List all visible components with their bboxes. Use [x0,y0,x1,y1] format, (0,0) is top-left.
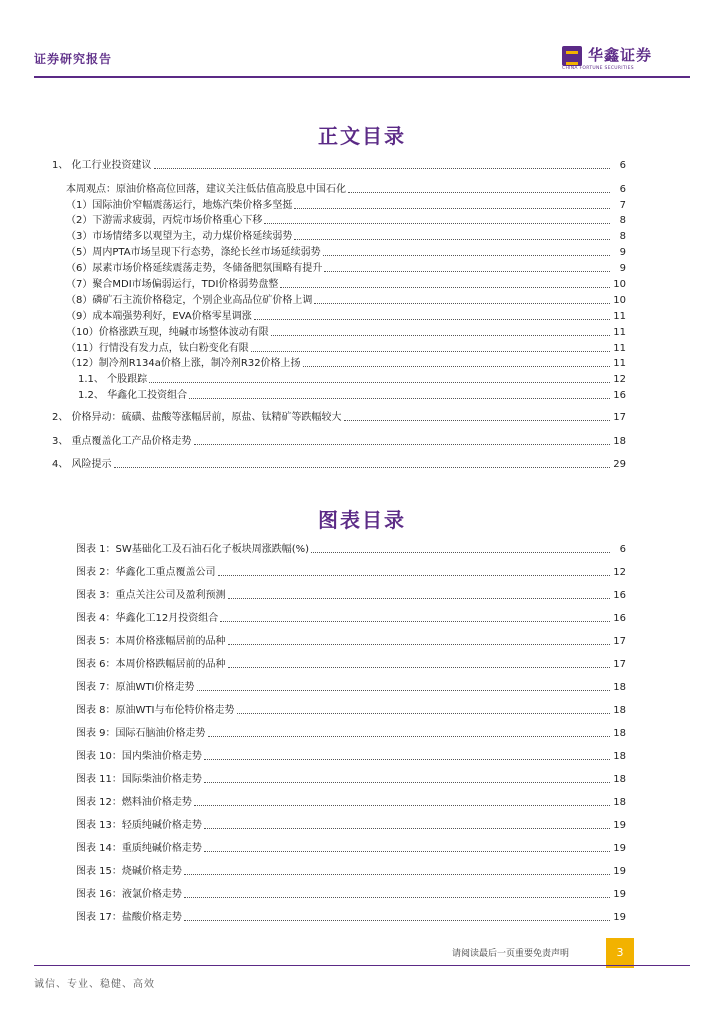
toc-entry-page: 11 [613,327,626,338]
figure-entry-page: 18 [613,705,626,716]
figure-toc-entry[interactable] [76,728,626,740]
toc-dot-leader [149,382,610,383]
toc-entry-page: 11 [613,343,626,354]
toc-entry-text: （7）聚合MDI市场偏弱运行，TDI价格弱势盘整 [66,279,279,290]
figure-dot-leader [218,575,610,576]
main-toc-entry[interactable] [66,184,626,196]
logo-icon [562,46,582,66]
toc-entry-text: 1、 化工行业投资建议 [52,160,152,171]
figure-entry-page: 18 [613,774,626,785]
figure-dot-leader [220,621,610,622]
figure-dot-leader [184,920,610,921]
toc-entry-text: （3）市场情绪多以观望为主，动力煤价格延续弱势 [66,231,293,242]
figure-toc-entry[interactable] [76,889,626,901]
figure-toc-entry[interactable] [76,544,626,556]
figure-dot-leader [228,644,610,645]
toc-entry-page: 7 [619,200,626,211]
figure-entry-text: 图表 9：国际石脑油价格走势 [76,728,206,739]
figure-toc-entry[interactable] [76,866,626,878]
figure-entry-text: 图表 3：重点关注公司及盈利预测 [76,590,226,601]
figure-entry-page: 19 [613,866,626,877]
footer-divider [34,965,690,966]
toc-entry-text: 1.1、 个股跟踪 [78,374,148,385]
toc-dot-leader [189,398,610,399]
main-toc-entry[interactable] [66,358,626,370]
figure-entry-text: 图表 1：SW基础化工及石油石化子板块周涨跌幅(%) [76,544,310,555]
toc-entry-text: 4、 风险提示 [52,459,112,470]
main-toc-entry[interactable] [52,160,626,172]
toc-entry-text: 本周观点：原油价格高位回落，建议关注低估值高股息中国石化 [66,184,346,195]
toc-entry-text: （10）价格涨跌互现，纯碱市场整体波动有限 [66,327,269,338]
toc-entry-page: 11 [613,311,626,322]
figure-entry-text: 图表 5：本周价格涨幅居前的品种 [76,636,226,647]
figure-toc-entry[interactable] [76,843,626,855]
toc-entry-text: 3、 重点覆盖化工产品价格走势 [52,436,192,447]
figure-entry-text: 图表 7：原油WTI价格走势 [76,682,195,693]
figure-entry-text: 图表 12：燃料油价格走势 [76,797,192,808]
toc-dot-leader [264,223,610,224]
header-label: 证券研究报告 [34,52,113,66]
figure-dot-leader [208,736,610,737]
main-toc-entry[interactable] [66,295,626,307]
figure-toc-entry[interactable] [76,774,626,786]
main-toc-entry[interactable] [78,374,626,386]
main-toc-entry[interactable] [66,327,626,339]
toc-entry-text: （2）下游需求疲弱，丙烷市场价格重心下移 [66,215,263,226]
figure-toc-entry[interactable] [76,705,626,717]
toc-entry-text: （6）尿素市场价格延续震荡走势，冬储备肥氛围略有提升 [66,263,323,274]
main-toc-entry[interactable] [52,459,626,471]
figure-toc-entry[interactable] [76,912,626,924]
figure-dot-leader [237,713,611,714]
figure-toc-title: 图表目录 [318,508,406,532]
figure-dot-leader [204,759,610,760]
disclaimer-text: 请阅读最后一页重要免责声明 [452,949,570,959]
logo-text-en: CHINA FORTUNE SECURITIES [562,66,634,71]
figure-entry-text: 图表 15：烧碱价格走势 [76,866,182,877]
toc-entry-page: 8 [619,231,626,242]
figure-entry-text: 图表 13：轻质纯碱价格走势 [76,820,202,831]
toc-entry-text: （11）行情没有发力点，钛白粉变化有限 [66,343,249,354]
figure-entry-text: 图表 6：本周价格跌幅居前的品种 [76,659,226,670]
figure-toc-entry[interactable] [76,590,626,602]
figure-toc-entry[interactable] [76,567,626,579]
figure-entry-page: 17 [613,636,626,647]
toc-entry-text: （12）制冷剂R134a价格上涨，制冷剂R32价格上扬 [66,358,301,369]
toc-entry-text: （8）磷矿石主流价格稳定，个别企业高品位矿价格上调 [66,295,313,306]
toc-dot-leader [348,192,610,193]
figure-entry-page: 17 [613,659,626,670]
toc-dot-leader [154,168,610,169]
toc-entry-text: （9）成本端强势利好，EVA价格零星调涨 [66,311,252,322]
figure-dot-leader [228,667,610,668]
figure-entry-text: 图表 16：液氯价格走势 [76,889,182,900]
figure-toc-entry[interactable] [76,613,626,625]
toc-entry-text: 2、 价格异动：硫磺、盐酸等涨幅居前，原盐、钛精矿等跌幅较大 [52,412,342,423]
logo-text-cn: 华鑫证券 [588,46,653,64]
main-toc-entry[interactable] [66,200,626,212]
toc-entry-page: 12 [613,374,626,385]
figure-entry-text: 图表 8：原油WTI与布伦特价格走势 [76,705,235,716]
toc-dot-leader [344,420,610,421]
figure-toc-entry[interactable] [76,797,626,809]
figure-entry-text: 图表 4：华鑫化工12月投资组合 [76,613,219,624]
figure-entry-text: 图表 11：国际柴油价格走势 [76,774,202,785]
figure-toc-entry[interactable] [76,820,626,832]
company-logo [562,44,662,72]
figure-toc-entry[interactable] [76,751,626,763]
toc-entry-page: 16 [613,390,626,401]
main-toc-title: 正文目录 [318,124,406,148]
figure-dot-leader [194,805,610,806]
main-toc-entry[interactable] [52,412,626,424]
toc-dot-leader [194,444,610,445]
figure-dot-leader [204,828,610,829]
figure-entry-text: 图表 17：盐酸价格走势 [76,912,182,923]
toc-entry-text: 1.2、 华鑫化工投资组合 [78,390,188,401]
main-toc-entry[interactable] [66,343,626,355]
figure-dot-leader [197,690,611,691]
main-toc-entry[interactable] [78,390,626,402]
figure-entry-page: 18 [613,682,626,693]
page-number: 3 [606,938,634,968]
figure-entry-page: 18 [613,751,626,762]
toc-entry-page: 17 [613,412,626,423]
toc-entry-page: 6 [619,160,626,171]
toc-entry-text: （1）国际油价窄幅震荡运行，地炼汽柴价格多坚挺 [66,200,293,211]
figure-entry-page: 6 [619,544,626,555]
toc-dot-leader [324,271,610,272]
figure-dot-leader [204,851,610,852]
figure-entry-text: 图表 14：重质纯碱价格走势 [76,843,202,854]
toc-dot-leader [271,335,610,336]
toc-entry-text: （5）周内PTA市场呈现下行态势，涤纶长丝市场延续弱势 [66,247,321,258]
toc-dot-leader [280,287,610,288]
figure-toc-entry[interactable] [76,682,626,694]
figure-entry-page: 19 [613,843,626,854]
toc-entry-page: 10 [613,295,626,306]
toc-entry-page: 9 [619,247,626,258]
main-toc-entry[interactable] [52,436,626,448]
toc-dot-leader [314,303,610,304]
figure-entry-page: 19 [613,912,626,923]
figure-entry-page: 12 [613,567,626,578]
figure-entry-page: 16 [613,590,626,601]
figure-entry-page: 18 [613,797,626,808]
figure-dot-leader [311,552,610,553]
figure-entry-text: 图表 2：华鑫化工重点覆盖公司 [76,567,216,578]
header-divider [34,76,690,78]
main-toc-entry[interactable] [66,231,626,243]
figure-entry-page: 19 [613,889,626,900]
toc-dot-leader [323,255,610,256]
toc-entry-page: 11 [613,358,626,369]
main-toc-entry[interactable] [66,311,626,323]
toc-dot-leader [114,467,610,468]
main-toc-entry[interactable] [66,247,626,259]
toc-dot-leader [303,366,610,367]
figure-dot-leader [228,598,610,599]
toc-entry-page: 18 [613,436,626,447]
figure-entry-page: 19 [613,820,626,831]
toc-dot-leader [251,351,610,352]
toc-entry-page: 6 [619,184,626,195]
figure-toc-entry[interactable] [76,659,626,671]
figure-dot-leader [204,782,610,783]
figure-toc-entry[interactable] [76,636,626,648]
figure-entry-page: 18 [613,728,626,739]
figure-entry-text: 图表 10：国内柴油价格走势 [76,751,202,762]
toc-entry-page: 9 [619,263,626,274]
main-toc-entry[interactable] [66,263,626,275]
toc-dot-leader [294,208,610,209]
main-toc-entry[interactable] [66,215,626,227]
toc-dot-leader [254,319,610,320]
figure-dot-leader [184,897,610,898]
footer-label: 诚信、专业、稳健、高效 [34,979,155,990]
toc-dot-leader [294,239,610,240]
toc-entry-page: 29 [613,459,626,470]
toc-entry-page: 8 [619,215,626,226]
toc-entry-page: 10 [613,279,626,290]
figure-dot-leader [184,874,610,875]
figure-entry-page: 16 [613,613,626,624]
main-toc-entry[interactable] [66,279,626,291]
